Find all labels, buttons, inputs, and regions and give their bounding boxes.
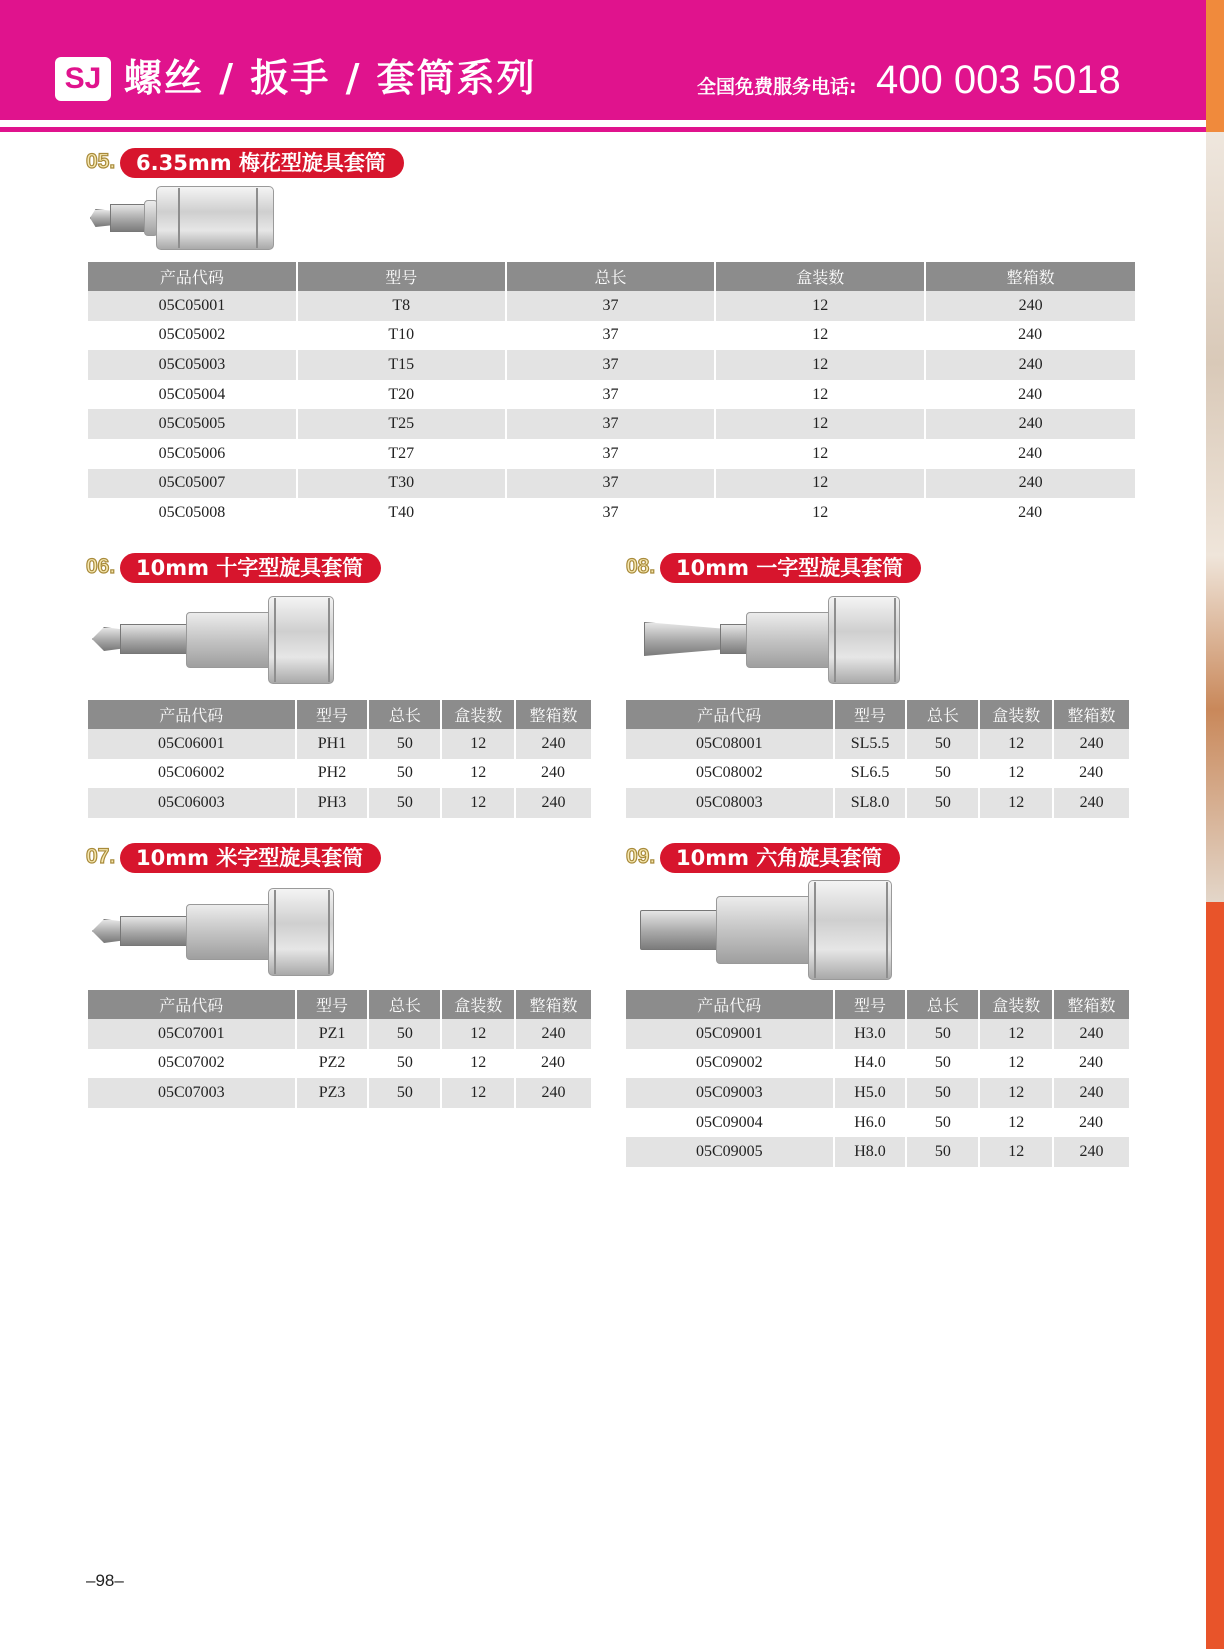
col-product-code: 产品代码 [88, 262, 297, 291]
cell-box-qty: 12 [441, 1049, 515, 1079]
cell-box-qty: 12 [715, 409, 925, 439]
col-total-length: 总长 [506, 262, 716, 291]
cell-length: 37 [506, 291, 716, 321]
cell-code: 05C05007 [88, 469, 297, 499]
header-divider [0, 127, 1206, 132]
edge-decoration-photo [1206, 132, 1224, 902]
cell-length: 37 [506, 321, 716, 351]
cell-carton-qty: 240 [515, 729, 591, 759]
cell-model: T25 [297, 409, 506, 439]
col-model: 型号 [834, 990, 907, 1019]
table-row [88, 1049, 591, 1079]
cell-model: T27 [297, 439, 506, 469]
cell-code: 05C05005 [88, 409, 297, 439]
table-header-row [626, 700, 1129, 729]
spec-table-09 [626, 990, 1130, 1167]
cell-carton-qty: 240 [1053, 1078, 1129, 1108]
table-header-row [88, 262, 1135, 291]
table-row [626, 1137, 1129, 1167]
cell-model: T20 [297, 380, 506, 410]
cell-box-qty: 12 [979, 1137, 1053, 1167]
section-number: 05. [86, 150, 116, 173]
col-product-code: 产品代码 [626, 990, 834, 1019]
cell-carton-qty: 240 [1053, 1108, 1129, 1138]
col-carton-qty: 整箱数 [1053, 700, 1129, 729]
cell-carton-qty: 240 [515, 788, 591, 818]
cell-length: 50 [906, 1137, 979, 1167]
section-number: 06. [86, 555, 116, 578]
hotline-number: 400 003 5018 [876, 58, 1121, 102]
section-title: 6.35mm 梅花型旋具套筒 [120, 148, 404, 178]
pozidriv-socket-image [92, 884, 352, 980]
cell-model: SL5.5 [834, 729, 907, 759]
edge-decoration-orange [1206, 902, 1224, 1649]
cell-box-qty: 12 [715, 498, 925, 528]
cell-box-qty: 12 [715, 439, 925, 469]
table-row [88, 498, 1135, 528]
cell-model: PH1 [296, 729, 369, 759]
cell-code: 05C07001 [88, 1019, 296, 1049]
cell-code: 05C05004 [88, 380, 297, 410]
cell-code: 05C05003 [88, 350, 297, 380]
section-number: 07. [86, 845, 116, 868]
col-box-qty: 盒装数 [441, 990, 515, 1019]
table-row [88, 291, 1135, 321]
cell-length: 37 [506, 380, 716, 410]
edge-decoration-top [1206, 0, 1224, 132]
cell-length: 37 [506, 498, 716, 528]
cell-carton-qty: 240 [925, 409, 1135, 439]
table-header-row [88, 990, 591, 1019]
cell-code: 05C09002 [626, 1049, 834, 1079]
cell-length: 50 [368, 759, 441, 789]
cell-model: H6.0 [834, 1108, 907, 1138]
cell-model: H3.0 [834, 1019, 907, 1049]
table-row [626, 1049, 1129, 1079]
cell-length: 50 [368, 1078, 441, 1108]
header-band [0, 0, 1206, 120]
cell-length: 50 [906, 1108, 979, 1138]
hex-socket-image [640, 878, 900, 982]
spec-table-08 [626, 700, 1130, 818]
cell-code: 05C06003 [88, 788, 296, 818]
cell-carton-qty: 240 [925, 498, 1135, 528]
cell-length: 50 [368, 729, 441, 759]
spec-table-07 [88, 990, 592, 1108]
cell-code: 05C09003 [626, 1078, 834, 1108]
col-model: 型号 [297, 262, 506, 291]
cell-carton-qty: 240 [1053, 1137, 1129, 1167]
table-row [88, 321, 1135, 351]
page-number: –98– [86, 1571, 124, 1590]
cell-box-qty: 12 [979, 759, 1053, 789]
cell-code: 05C07002 [88, 1049, 296, 1079]
torx-socket-image [90, 184, 290, 254]
cell-box-qty: 12 [441, 729, 515, 759]
cell-model: T40 [297, 498, 506, 528]
cell-length: 50 [906, 788, 979, 818]
col-model: 型号 [296, 700, 369, 729]
cell-model: PZ1 [296, 1019, 369, 1049]
cell-code: 05C05002 [88, 321, 297, 351]
table-row [88, 439, 1135, 469]
table-row [88, 1078, 591, 1108]
cell-model: H4.0 [834, 1049, 907, 1079]
table-header-row [88, 700, 591, 729]
cell-code: 05C08001 [626, 729, 834, 759]
cell-model: PH3 [296, 788, 369, 818]
table-row [626, 1019, 1129, 1049]
table-row [88, 350, 1135, 380]
cell-carton-qty: 240 [925, 469, 1135, 499]
cell-carton-qty: 240 [925, 380, 1135, 410]
col-model: 型号 [834, 700, 907, 729]
cell-carton-qty: 240 [515, 1078, 591, 1108]
table-row [88, 788, 591, 818]
col-product-code: 产品代码 [88, 700, 296, 729]
cell-carton-qty: 240 [925, 291, 1135, 321]
cell-box-qty: 12 [441, 759, 515, 789]
cell-carton-qty: 240 [1053, 759, 1129, 789]
cell-carton-qty: 240 [515, 1049, 591, 1079]
cell-model: PZ2 [296, 1049, 369, 1079]
cell-carton-qty: 240 [1053, 788, 1129, 818]
table-row [88, 409, 1135, 439]
series-title: 螺丝 / 扳手 / 套筒系列 [124, 56, 537, 100]
cell-box-qty: 12 [979, 1108, 1053, 1138]
cell-model: T10 [297, 321, 506, 351]
cell-box-qty: 12 [715, 380, 925, 410]
cell-code: 05C05008 [88, 498, 297, 528]
cell-carton-qty: 240 [925, 439, 1135, 469]
col-total-length: 总长 [368, 990, 441, 1019]
table-row [626, 1108, 1129, 1138]
cell-length: 50 [368, 1049, 441, 1079]
cell-length: 50 [906, 1049, 979, 1079]
cell-box-qty: 12 [979, 1049, 1053, 1079]
cell-box-qty: 12 [715, 321, 925, 351]
cell-length: 37 [506, 439, 716, 469]
section-title: 10mm 六角旋具套筒 [660, 843, 900, 873]
table-row [626, 1078, 1129, 1108]
col-carton-qty: 整箱数 [515, 990, 591, 1019]
table-row [88, 469, 1135, 499]
cell-code: 05C05006 [88, 439, 297, 469]
col-box-qty: 盒装数 [715, 262, 925, 291]
cell-carton-qty: 240 [925, 350, 1135, 380]
cell-code: 05C09004 [626, 1108, 834, 1138]
section-number: 08. [626, 555, 656, 578]
cell-code: 05C09001 [626, 1019, 834, 1049]
cell-model: H8.0 [834, 1137, 907, 1167]
col-total-length: 总长 [906, 700, 979, 729]
cell-model: T30 [297, 469, 506, 499]
section-title: 10mm 米字型旋具套筒 [120, 843, 381, 873]
cell-code: 05C07003 [88, 1078, 296, 1108]
cell-code: 05C06001 [88, 729, 296, 759]
cell-box-qty: 12 [715, 469, 925, 499]
cell-length: 50 [906, 1019, 979, 1049]
section-title: 10mm 十字型旋具套筒 [120, 553, 381, 583]
col-product-code: 产品代码 [88, 990, 296, 1019]
col-total-length: 总长 [906, 990, 979, 1019]
table-header-row [626, 990, 1129, 1019]
cell-box-qty: 12 [441, 1078, 515, 1108]
col-product-code: 产品代码 [626, 700, 834, 729]
cell-length: 50 [906, 759, 979, 789]
table-row [626, 788, 1129, 818]
col-total-length: 总长 [368, 700, 441, 729]
cell-code: 05C05001 [88, 291, 297, 321]
col-model: 型号 [296, 990, 369, 1019]
cell-length: 37 [506, 469, 716, 499]
col-box-qty: 盒装数 [441, 700, 515, 729]
cell-code: 05C09005 [626, 1137, 834, 1167]
table-row [626, 729, 1129, 759]
cell-model: T8 [297, 291, 506, 321]
col-carton-qty: 整箱数 [1053, 990, 1129, 1019]
cell-carton-qty: 240 [515, 1019, 591, 1049]
col-box-qty: 盒装数 [979, 700, 1053, 729]
cell-length: 50 [906, 729, 979, 759]
hotline-label: 全国免费服务电话: [697, 76, 857, 98]
cell-box-qty: 12 [979, 729, 1053, 759]
table-row [88, 759, 591, 789]
cell-model: SL8.0 [834, 788, 907, 818]
cell-carton-qty: 240 [925, 321, 1135, 351]
cell-carton-qty: 240 [1053, 1019, 1129, 1049]
table-row [88, 1019, 591, 1049]
section-number: 09. [626, 845, 656, 868]
col-carton-qty: 整箱数 [515, 700, 591, 729]
cell-code: 05C08003 [626, 788, 834, 818]
table-row [626, 759, 1129, 789]
cell-length: 37 [506, 350, 716, 380]
col-box-qty: 盒装数 [979, 990, 1053, 1019]
cell-code: 05C06002 [88, 759, 296, 789]
cell-box-qty: 12 [979, 788, 1053, 818]
cell-model: H5.0 [834, 1078, 907, 1108]
cell-box-qty: 12 [715, 350, 925, 380]
col-carton-qty: 整箱数 [925, 262, 1135, 291]
cell-model: T15 [297, 350, 506, 380]
cell-model: PZ3 [296, 1078, 369, 1108]
cell-box-qty: 12 [979, 1019, 1053, 1049]
phillips-socket-image [92, 592, 352, 688]
table-row [88, 729, 591, 759]
cell-length: 50 [906, 1078, 979, 1108]
cell-carton-qty: 240 [515, 759, 591, 789]
cell-box-qty: 12 [715, 291, 925, 321]
slotted-socket-image [644, 592, 904, 688]
brand-logo: SJ [55, 57, 111, 101]
table-row [88, 380, 1135, 410]
cell-length: 37 [506, 409, 716, 439]
spec-table-05 [88, 262, 1136, 528]
cell-box-qty: 12 [441, 1019, 515, 1049]
spec-table-06 [88, 700, 592, 818]
cell-box-qty: 12 [441, 788, 515, 818]
cell-box-qty: 12 [979, 1078, 1053, 1108]
cell-length: 50 [368, 1019, 441, 1049]
cell-model: SL6.5 [834, 759, 907, 789]
cell-carton-qty: 240 [1053, 729, 1129, 759]
section-title: 10mm 一字型旋具套筒 [660, 553, 921, 583]
cell-carton-qty: 240 [1053, 1049, 1129, 1079]
cell-length: 50 [368, 788, 441, 818]
cell-code: 05C08002 [626, 759, 834, 789]
cell-model: PH2 [296, 759, 369, 789]
